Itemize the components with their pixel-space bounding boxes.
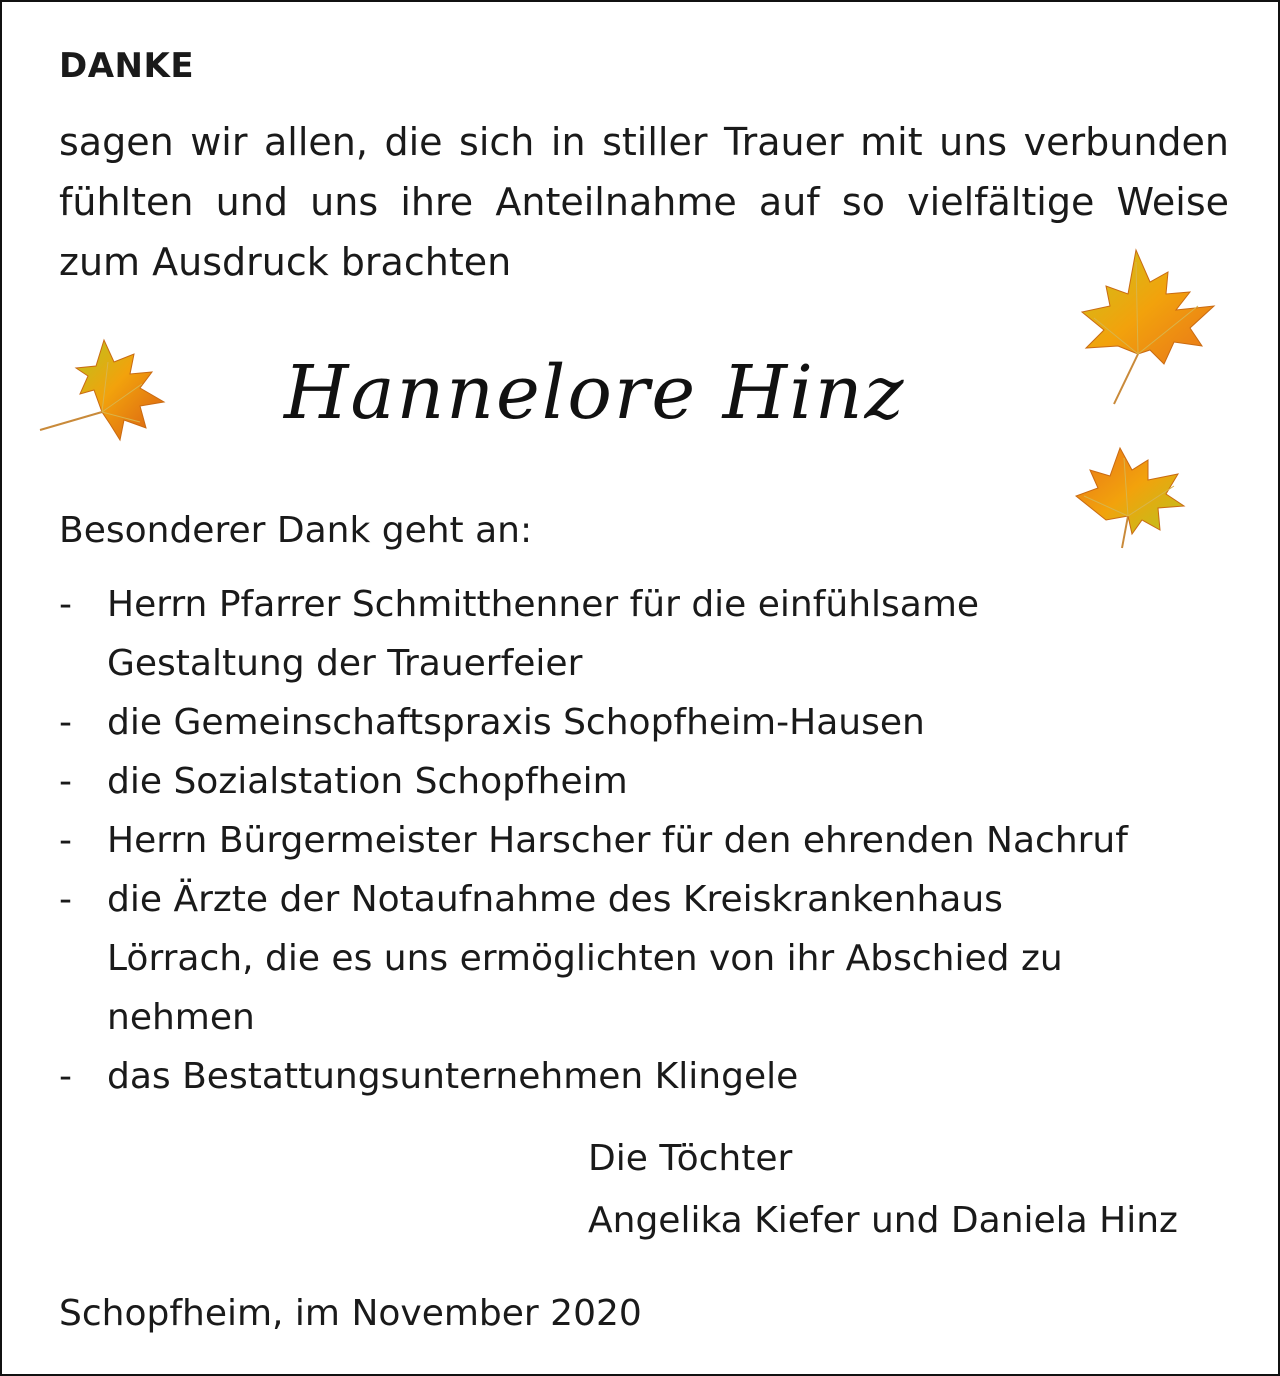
list-item-line: die Gemeinschaftspraxis Schopfheim-Hausen — [107, 702, 925, 743]
list-item — [59, 575, 1128, 693]
list-item-line: nehmen — [107, 997, 255, 1038]
list-item-line: Gestaltung der Trauerfeier — [107, 643, 583, 684]
intro-line: fühlten und uns ihre Anteilnahme auf so vielfältige Weise — [59, 180, 1229, 224]
list-dash: - — [59, 702, 72, 743]
list-item — [59, 752, 1128, 811]
list-dash: - — [59, 584, 72, 625]
list-item — [59, 693, 1128, 752]
list-item-line: die Sozialstation Schopfheim — [107, 761, 628, 802]
signature-relation: Die Töchter — [588, 1138, 793, 1179]
list-dash: - — [59, 761, 72, 802]
list-dash: - — [59, 820, 72, 861]
maple-leaf-icon — [1070, 444, 1190, 554]
list-item — [59, 1047, 1128, 1106]
list-dash: - — [59, 879, 72, 920]
signature-names: Angelika Kiefer und Daniela Hinz — [588, 1200, 1178, 1241]
intro-text — [59, 112, 1229, 292]
deceased-name: Hannelore Hinz — [284, 350, 906, 436]
intro-line: zum Ausdruck brachten — [59, 240, 512, 284]
list-item-line: Lörrach, die es uns ermöglichten von ihr Abschied zu — [107, 938, 1063, 979]
place-date: Schopfheim, im November 2020 — [59, 1293, 642, 1334]
maple-leaf-icon — [32, 332, 182, 452]
list-item-line: Herrn Pfarrer Schmitthenner für die einfühlsame — [107, 584, 980, 625]
special-thanks-label: Besonderer Dank geht an: — [59, 510, 533, 551]
list-item — [59, 811, 1128, 870]
heading: DANKE — [59, 46, 195, 86]
list-item-line: Herrn Bürgermeister Harscher für den ehrenden Nachruf — [107, 820, 1128, 861]
list-item-line: das Bestattungsunternehmen Klingele — [107, 1056, 799, 1097]
intro-line: sagen wir allen, die sich in stiller Trauer mit uns verbunden — [59, 120, 1229, 164]
signature — [588, 1128, 1178, 1252]
thanks-list — [59, 575, 1128, 1106]
maple-leaf-icon — [1078, 242, 1228, 412]
list-item — [59, 870, 1128, 1047]
list-dash: - — [59, 1056, 72, 1097]
list-item-line: die Ärzte der Notaufnahme des Kreiskrankenhaus — [107, 879, 1003, 920]
